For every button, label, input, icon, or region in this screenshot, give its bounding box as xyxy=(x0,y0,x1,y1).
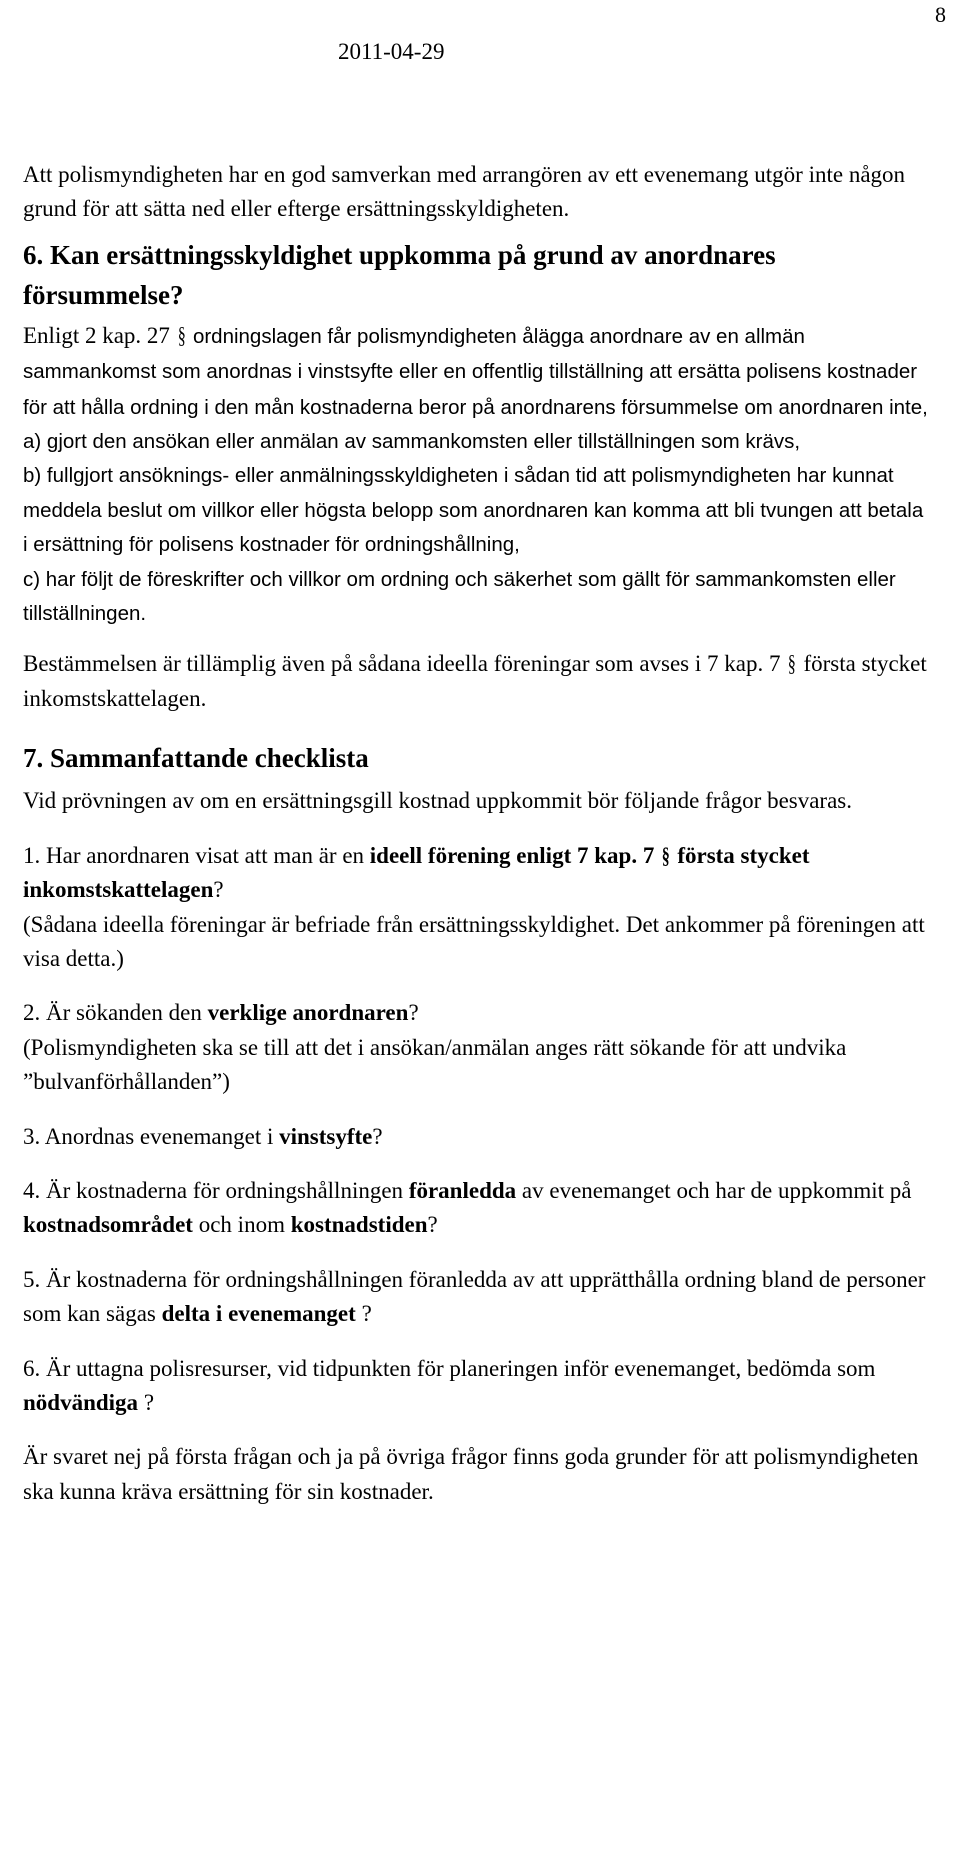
section-heading-7: 7. Sammanfattande checklista xyxy=(23,743,369,774)
checklist-item-4-text-2: av evenemanget och har de uppkommit på xyxy=(516,1177,912,1203)
checklist-item-2-bold: verklige anordnaren xyxy=(207,1000,409,1026)
checklist-item-5 xyxy=(23,1263,928,1332)
paragraph-samverkan: Att polismyndigheten har en god samverkan med arrangören av ett evenemang utgör inte någon grund för att sätta ned eller efterge ersättningsskyldigheten. xyxy=(23,162,906,222)
list-item-b: b) fullgjort ansöknings- eller anmälningsskyldigheten i sådan tid att polismyndigheten har kunnat meddela beslut om villkor eller högsta belopp som anordnaren kan komma att bli tvungen att betala i ersättning för polisens kostnader för ordningshållning, xyxy=(23,464,924,557)
checklist-item-4-text-3: och inom xyxy=(192,1212,291,1238)
checklist-item-5-text: 5. Är kostnaderna för ordningshållningen föranledda av att upprätthålla ordning bland de personer som kan sägas xyxy=(23,1266,926,1327)
section-sign: § xyxy=(787,651,797,677)
paragraph-conclusion: Är svaret nej på första frågan och ja på övriga frågor finns goda grunder för att polismyndigheten ska kunna kräva ersättning för sin kostnader. xyxy=(23,1444,919,1504)
checklist-item-1-text: 1. Har anordnaren visat att man är en xyxy=(23,842,370,868)
checklist-item-6 xyxy=(23,1352,928,1421)
checklist-item-3-text: 3. Anordnas evenemanget i xyxy=(23,1123,280,1149)
paragraph-ordningslagen-ref: Enligt 2 kap. 27 xyxy=(23,322,170,348)
checklist-item-4-text: 4. Är kostnaderna för ordningshållningen xyxy=(23,1177,409,1203)
checklist-item-1-note: (Sådana ideella föreningar är befriade från ersättningsskyldighet. Det ankommer på föreningen att visa detta.) xyxy=(23,911,925,971)
checklist-item-3-end: ? xyxy=(372,1123,383,1149)
document-date: 2011-04-29 xyxy=(338,39,445,64)
checklist-item-2 xyxy=(23,996,928,1030)
checklist-item-2-note: (Polismyndigheten ska se till att det i ansökan/anmälan anges rätt sökande för att undvika ”bulvanförhållanden”) xyxy=(23,1034,847,1095)
checklist-item-6-end: ? xyxy=(138,1389,155,1415)
paragraph-bestammelsen xyxy=(23,647,928,716)
paragraph-bestammelsen-part1: Bestämmelsen är tillämplig även på sådana ideella föreningar som avses i 7 kap. 7 xyxy=(23,651,781,677)
paragraph-bestammelsen-part2: första stycket inkomstskattelagen. xyxy=(23,651,927,711)
checklist-item-4-bold-3: kostnadstiden xyxy=(290,1212,428,1238)
checklist-item-4-end: ? xyxy=(427,1212,438,1238)
section-heading-6: 6. Kan ersättningsskyldighet uppkomma på grund av anordnares försummelse? xyxy=(23,239,776,310)
checklist-item-6-text: 6. Är uttagna polisresurser, vid tidpunkten för planeringen inför evenemanget, bedömda som xyxy=(23,1355,876,1381)
checklist-item-2-end: ? xyxy=(408,1000,419,1026)
checklist-item-3-bold: vinstsyfte xyxy=(279,1123,373,1149)
list-item-c: c) har följt de föreskrifter och villkor om ordning och säkerhet som gällt för sammankomsten eller tillställningen. xyxy=(23,567,896,626)
checklist-item-1 xyxy=(23,839,928,908)
paragraph-ordningslagen xyxy=(23,319,928,425)
section-sign: § xyxy=(177,322,186,348)
checklist-item-4-bold-1: föranledda xyxy=(408,1177,517,1203)
checklist-item-4 xyxy=(23,1174,928,1243)
checklist-item-3 xyxy=(23,1120,928,1154)
checklist-item-5-end: ? xyxy=(355,1301,372,1327)
page-number: 8 xyxy=(935,2,946,27)
checklist-item-1-bold: ideell förening enligt 7 kap. 7 xyxy=(369,842,655,868)
checklist-item-4-bold-2: kostnadsområdet xyxy=(23,1212,193,1238)
checklist-item-1-bold-2: första stycket inkomstskattelagen xyxy=(23,842,810,903)
section-sign: § xyxy=(661,842,670,868)
list-item-a: a) gjort den ansökan eller anmälan av sammankomsten eller tillställningen som krävs, xyxy=(23,430,801,454)
checklist-item-2-text: 2. Är sökanden den xyxy=(23,1000,208,1026)
checklist-item-1-end: ? xyxy=(213,877,224,903)
paragraph-provningen: Vid prövningen av om en ersättningsgill kostnad uppkommit bör följande frågor besvaras. xyxy=(23,788,852,814)
paragraph-ordningslagen-text: ordningslagen får polismyndigheten ålägga anordnare av en allmän sammankomst som anordnas i vinstsyfte eller en offentlig tillställning att ersätta polisens kostnader för att hålla ordning i den mån kostnaderna beror på anordnarens försummelse om anordnaren inte, xyxy=(23,324,928,419)
checklist-item-6-bold: nödvändiga xyxy=(23,1389,139,1415)
checklist-item-5-bold: delta i evenemanget xyxy=(161,1301,356,1327)
document-body xyxy=(23,158,928,1509)
